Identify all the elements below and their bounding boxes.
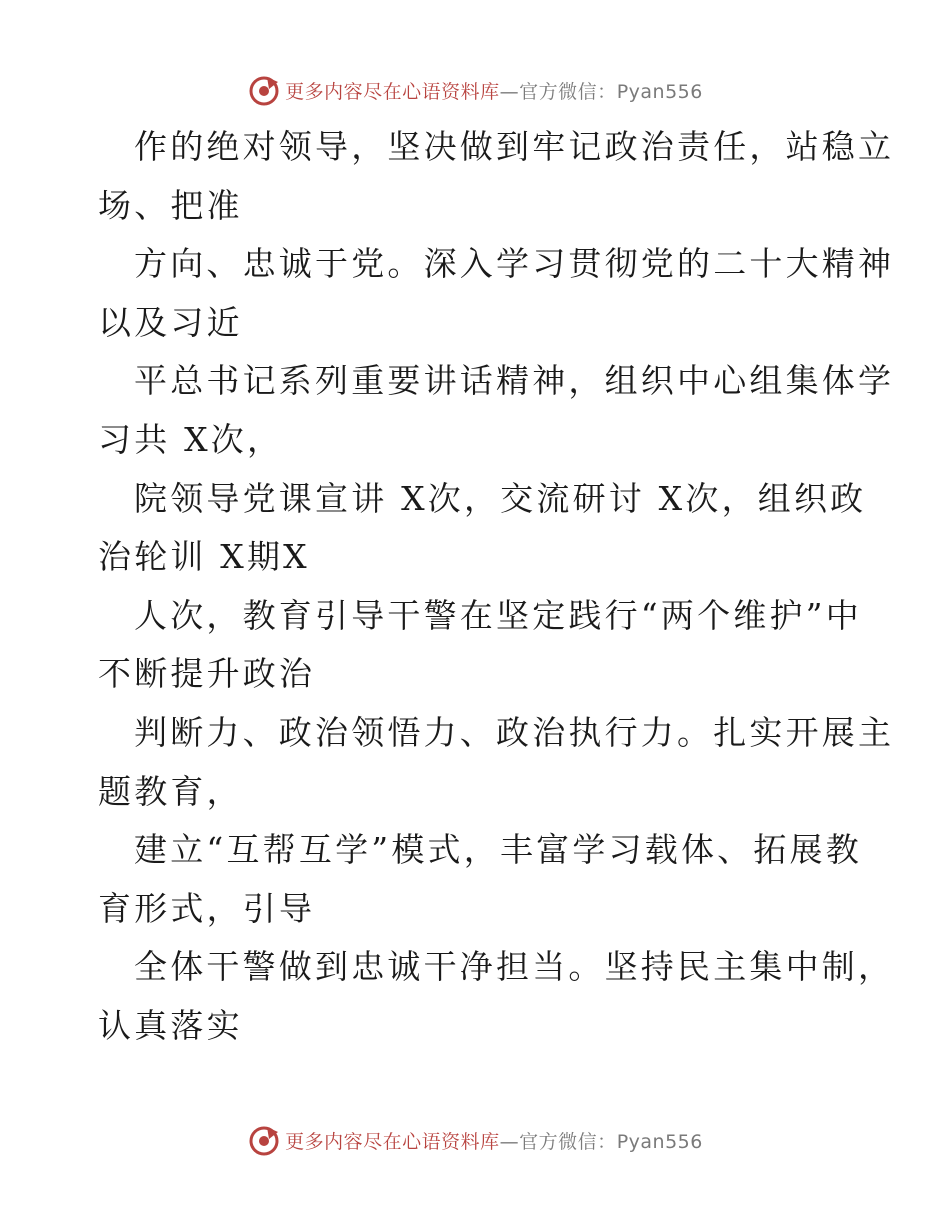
body-line: 全体干警做到忠诚干净担当。坚持民主集中制， <box>134 947 895 987</box>
body-line: 方向、忠诚于党。深入学习贯彻党的二十大精神 <box>134 244 895 284</box>
logo-icon <box>247 73 281 107</box>
footer-wechat-label: 官方微信： <box>519 1130 617 1153</box>
header-wechat-label: 官方微信： <box>519 80 617 103</box>
body-line: 场、把准 <box>98 185 243 225</box>
body-line: 题教育， <box>98 771 243 811</box>
footer-banner <box>0 1120 950 1160</box>
logo-icon <box>247 1123 281 1157</box>
header-wechat-id: Pyan556 <box>616 80 703 103</box>
header-banner <box>0 70 950 110</box>
document-body <box>0 118 950 1056</box>
footer-wechat-id: Pyan556 <box>616 1130 703 1153</box>
footer-text <box>285 1127 703 1154</box>
header-text <box>285 77 703 104</box>
body-line: 院领导党课宣讲 X次，交流研讨 X次，组织政 <box>134 478 867 518</box>
footer-main-text: 更多内容尽在心语资料库 <box>285 1130 500 1153</box>
body-line: 治轮训 X期X <box>98 537 310 577</box>
footer-separator: — <box>499 1130 520 1153</box>
body-line: 习共 X次， <box>98 419 284 459</box>
body-line: 以及习近 <box>98 302 243 342</box>
body-line: 育形式，引导 <box>98 888 316 928</box>
body-line: 平总书记系列重要讲话精神，组织中心组集体学 <box>134 361 895 401</box>
header-main-text: 更多内容尽在心语资料库 <box>285 80 500 103</box>
body-line: 认真落实 <box>98 1005 243 1045</box>
body-line: 作的绝对领导，坚决做到牢记政治责任，站稳立 <box>134 127 895 166</box>
body-line: 不断提升政治 <box>98 654 316 694</box>
body-line: 判断力、政治领悟力、政治执行力。扎实开展主 <box>134 712 895 752</box>
body-line: 人次，教育引导干警在坚定践行“两个维护”中 <box>134 595 862 635</box>
header-separator: — <box>499 80 520 103</box>
body-line: 建立“互帮互学”模式，丰富学习载体、拓展教 <box>134 830 862 870</box>
